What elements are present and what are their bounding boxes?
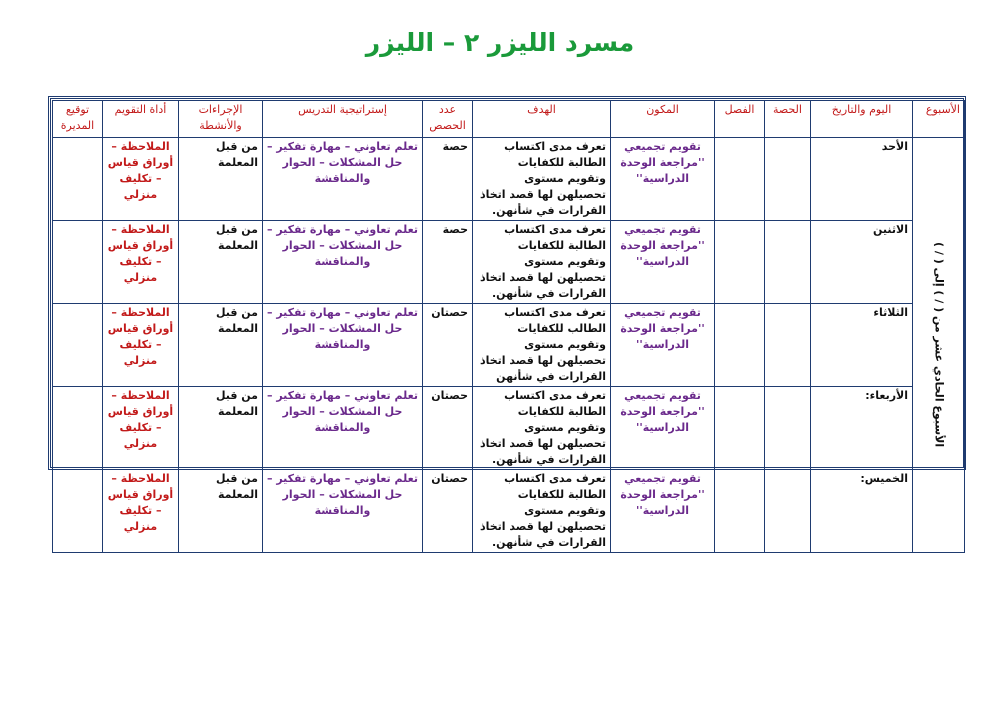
- period-cell: [765, 470, 811, 553]
- table-row: [53, 470, 965, 553]
- strategy-cell: تعلم تعاوني – مهارة تفكير – حل المشكلات – الحوار والمناقشة: [263, 138, 423, 221]
- header-signature: توقيع المديرة: [53, 101, 103, 138]
- table-row: [53, 387, 965, 470]
- signature-cell: [53, 221, 103, 304]
- period-cell: [765, 138, 811, 221]
- assessment-cell: الملاحظة – أوراق قياس – تكليف منزلي: [103, 470, 179, 553]
- procedures-cell: من قبل المعلمة: [179, 138, 263, 221]
- table-row: [53, 138, 965, 221]
- header-assessment: أداة التقويم: [103, 101, 179, 138]
- component-cell: تقويم تجميعي ''مراجعة الوحدة الدراسية'': [611, 304, 715, 387]
- num-periods-cell: حصة: [423, 138, 473, 221]
- goal-cell: تعرف مدى اكتساب الطالبة للكفايات وتقويم مستوى تحصيلهن لها قصد اتخاذ القرارات في شأنهن.: [473, 387, 611, 470]
- assessment-cell: الملاحظة – أوراق قياس – تكليف منزلي: [103, 304, 179, 387]
- period-cell: [765, 387, 811, 470]
- strategy-cell: تعلم تعاوني – مهارة تفكير – حل المشكلات – الحوار والمناقشة: [263, 470, 423, 553]
- header-period: الحصة: [765, 101, 811, 138]
- day-cell: الأحد: [811, 138, 913, 221]
- header-week: الأسبوع: [913, 101, 965, 138]
- component-cell: تقويم تجميعي ''مراجعة الوحدة الدراسية'': [611, 138, 715, 221]
- weekly-plan-frame: [48, 96, 966, 549]
- class-cell: [715, 470, 765, 553]
- procedures-cell: من قبل المعلمة: [179, 387, 263, 470]
- period-cell: [765, 221, 811, 304]
- num-periods-cell: حصتان: [423, 304, 473, 387]
- header-component: المكون: [611, 101, 715, 138]
- header-row: [53, 101, 965, 138]
- goal-cell: تعرف مدى اكتساب الطالبة للكفايات وتقويم مستوى تحصيلهن لها قصد اتخاذ القرارات في شأنهن.: [473, 470, 611, 553]
- goal-cell: تعرف مدى اكتساب الطالبة للكفايات وتقويم مستوى تحصيلهن لها قصد اتخاذ القرارات في شأنهن.: [473, 138, 611, 221]
- page-title: مسرد الليزر ٢ – الليزر: [365, 28, 635, 57]
- assessment-cell: الملاحظة – أوراق قياس – تكليف منزلي: [103, 221, 179, 304]
- weekly-plan-table: [52, 100, 965, 553]
- num-periods-cell: حصتان: [423, 470, 473, 553]
- day-cell: الخميس:: [811, 470, 913, 553]
- table-row: [53, 221, 965, 304]
- component-cell: تقويم تجميعي ''مراجعة الوحدة الدراسية'': [611, 470, 715, 553]
- header-day-date: اليوم والتاريخ: [811, 101, 913, 138]
- num-periods-cell: حصة: [423, 221, 473, 304]
- day-cell: الثلاثاء: [811, 304, 913, 387]
- period-cell: [765, 304, 811, 387]
- class-cell: [715, 387, 765, 470]
- num-periods-cell: حصتان: [423, 387, 473, 470]
- strategy-cell: تعلم تعاوني – مهارة تفكير – حل المشكلات – الحوار والمناقشة: [263, 221, 423, 304]
- header-class: الفصل: [715, 101, 765, 138]
- goal-cell: تعرف مدى اكتساب الطالب للكفايات وتقويم مستوى تحصيلهن لها قصد اتخاذ القرارات في شأنهن: [473, 304, 611, 387]
- goal-cell: تعرف مدى اكتساب الطالبة للكفايات وتقويم مستوى تحصيلهن لها قصد اتخاذ القرارات في شأنهن.: [473, 221, 611, 304]
- table-row: [53, 304, 965, 387]
- day-cell: الأربعاء:: [811, 387, 913, 470]
- signature-cell: [53, 304, 103, 387]
- class-cell: [715, 221, 765, 304]
- header-goal: الهدف: [473, 101, 611, 138]
- header-strategy: إستراتيجية التدريس: [263, 101, 423, 138]
- class-cell: [715, 304, 765, 387]
- procedures-cell: من قبل المعلمة: [179, 470, 263, 553]
- week-cell: [913, 138, 965, 553]
- signature-cell: [53, 138, 103, 221]
- assessment-cell: الملاحظة – أوراق قياس – تكليف منزلي: [103, 138, 179, 221]
- signature-cell: [53, 470, 103, 553]
- header-procedures: الإجراءات والأنشطة: [179, 101, 263, 138]
- day-cell: الاثنين: [811, 221, 913, 304]
- assessment-cell: الملاحظة – أوراق قياس – تكليف منزلي: [103, 387, 179, 470]
- class-cell: [715, 138, 765, 221]
- week-label: الأسبوع الحادي عشر من ( / ) إلى ( / ): [932, 242, 946, 448]
- signature-cell: [53, 387, 103, 470]
- component-cell: تقويم تجميعي ''مراجعة الوحدة الدراسية'': [611, 221, 715, 304]
- strategy-cell: تعلم تعاوني – مهارة تفكير – حل المشكلات – الحوار والمناقشة: [263, 387, 423, 470]
- procedures-cell: من قبل المعلمة: [179, 304, 263, 387]
- component-cell: تقويم تجميعي ''مراجعة الوحدة الدراسية'': [611, 387, 715, 470]
- strategy-cell: تعلم تعاوني – مهارة تفكير – حل المشكلات – الحوار والمناقشة: [263, 304, 423, 387]
- header-num-periods: عدد الحصص: [423, 101, 473, 138]
- procedures-cell: من قبل المعلمة: [179, 221, 263, 304]
